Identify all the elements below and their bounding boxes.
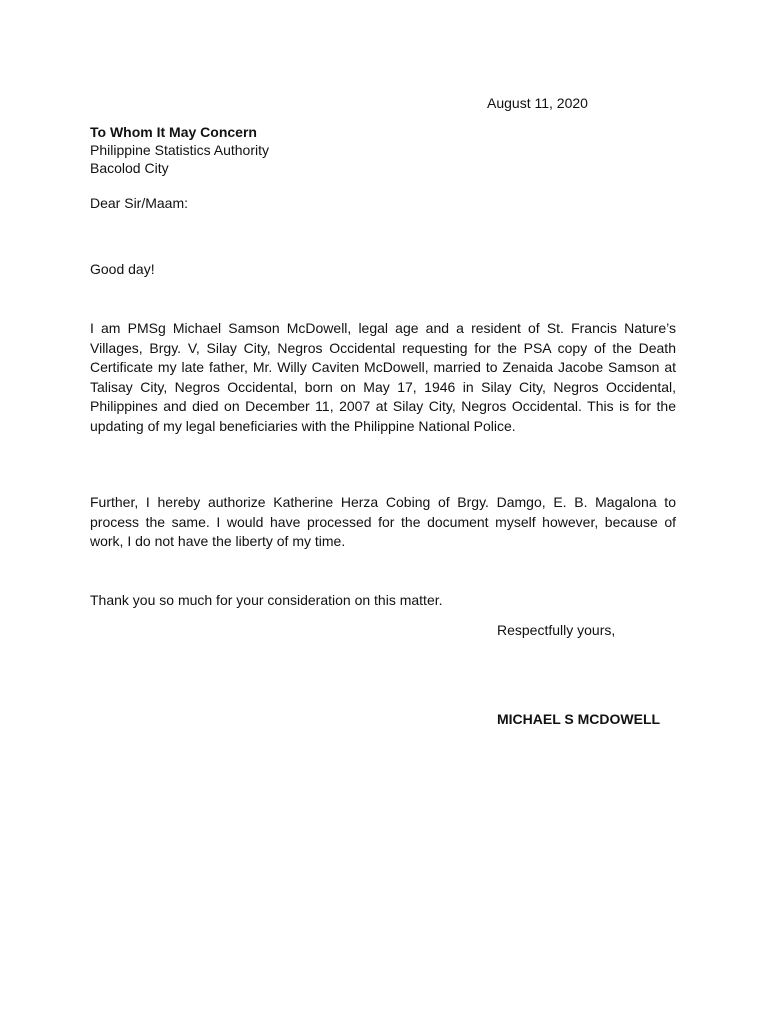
recipient-heading: To Whom It May Concern xyxy=(90,124,257,140)
closing: Respectfully yours, xyxy=(497,622,616,638)
signature-name: MICHAEL S MCDOWELL xyxy=(497,711,661,727)
body-paragraph-authorization: Further, I hereby authorize Katherine Herza Cobing of Brgy. Damgo, E. B. Magalona to process the same. I would have processed for the document myself however, because of work, I do not have the liberty of my time. xyxy=(90,494,676,549)
letter-date: August 11, 2020 xyxy=(487,95,588,111)
greeting: Good day! xyxy=(90,261,155,277)
recipient-organization: Philippine Statistics Authority xyxy=(90,142,269,158)
salutation: Dear Sir/Maam: xyxy=(90,195,189,211)
body-paragraph-request: I am PMSg Michael Samson McDowell, legal age and a resident of St. Francis Nature’s Villages, Brgy. V, Silay City, Negros Occidental requesting for the PSA copy of the Death Certificate my late father, Mr. Willy Caviten McDowell, married to Zenaida Jacobe Samson at Talisay City, Negros Occidental, born on May 17, 1946 in Silay City, Negros Occidental, Philippines and died on December 11, 2007 at Silay City, Negros Occidental. This is for the updating of my legal beneficiaries with the Philippine National Police. xyxy=(90,320,676,434)
thanks-line: Thank you so much for your consideration on this matter. xyxy=(90,592,443,608)
recipient-city: Bacolod City xyxy=(90,160,169,176)
